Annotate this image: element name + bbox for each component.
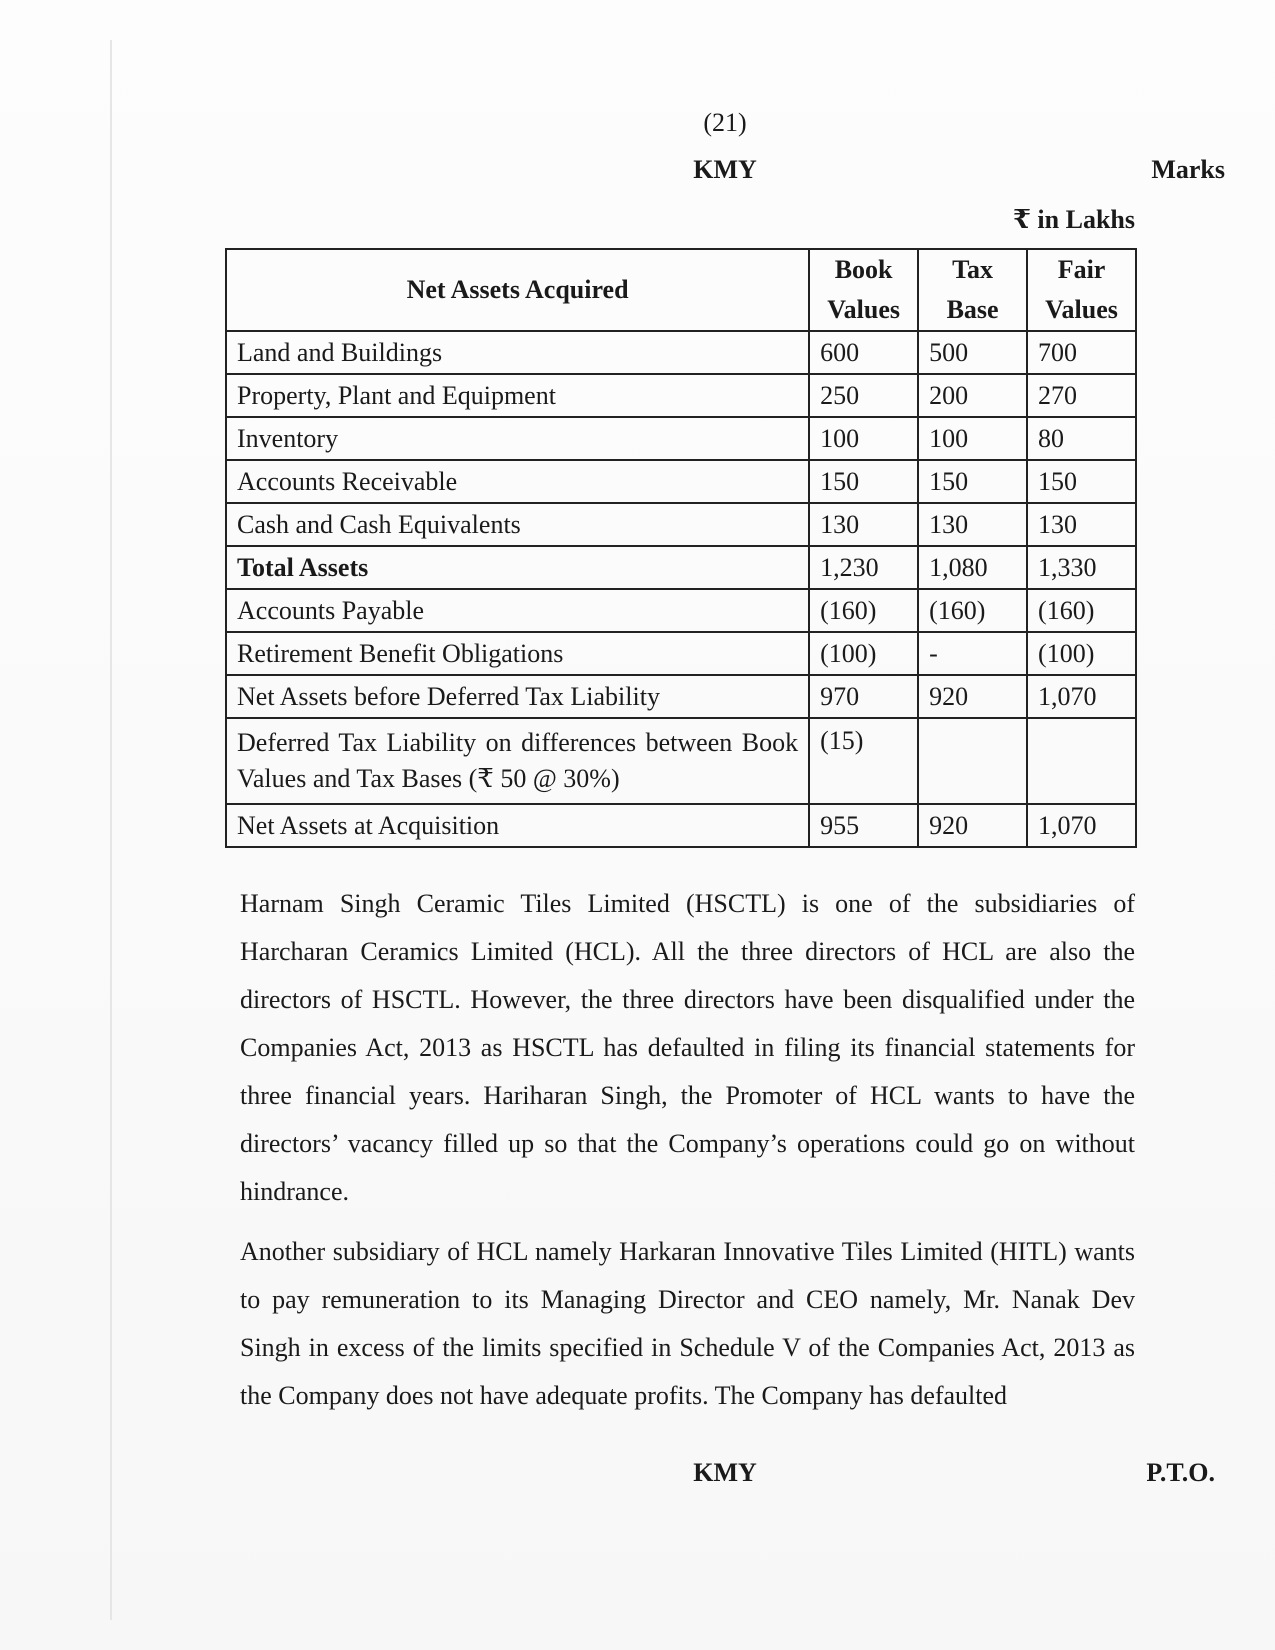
- row-fair-value: 700: [1027, 331, 1136, 374]
- row-label: Deferred Tax Liability on differences between Book Values and Tax Bases (₹ 50 @ 30%): [226, 718, 809, 804]
- footer-paper-code: KMY: [693, 1458, 757, 1487]
- table-row: [226, 503, 1136, 546]
- net-assets-table: [225, 248, 1137, 848]
- row-label: Retirement Benefit Obligations: [226, 632, 809, 675]
- header-book-line2: Values: [827, 295, 900, 324]
- header-book-line1: Book: [834, 255, 893, 284]
- row-fair-value: 80: [1027, 417, 1136, 460]
- row-book-value: 250: [809, 374, 918, 417]
- table-row: [226, 675, 1136, 718]
- scan-binding-shadow: [110, 40, 112, 1620]
- row-tax-base: 100: [918, 417, 1027, 460]
- row-book-value: 100: [809, 417, 918, 460]
- row-fair-value: [1027, 718, 1136, 804]
- header-fair-values: [1027, 249, 1136, 331]
- row-label: Accounts Receivable: [226, 460, 809, 503]
- row-book-value: 600: [809, 331, 918, 374]
- row-label: Total Assets: [226, 546, 809, 589]
- row-tax-base: 200: [918, 374, 1027, 417]
- row-book-value: (100): [809, 632, 918, 675]
- table-row: [226, 417, 1136, 460]
- header-book-values: [809, 249, 918, 331]
- row-fair-value: 270: [1027, 374, 1136, 417]
- row-book-value: 150: [809, 460, 918, 503]
- row-fair-value: (160): [1027, 589, 1136, 632]
- row-label: Property, Plant and Equipment: [226, 374, 809, 417]
- row-book-value: 130: [809, 503, 918, 546]
- row-fair-value: 150: [1027, 460, 1136, 503]
- row-tax-base: 920: [918, 804, 1027, 847]
- table-row: [226, 460, 1136, 503]
- row-fair-value: 1,070: [1027, 804, 1136, 847]
- table-row: [226, 589, 1136, 632]
- header-fair-line1: Fair: [1057, 255, 1106, 284]
- page-number: (21): [703, 108, 747, 137]
- table-row-net-assets-at-acquisition: [226, 804, 1136, 847]
- row-tax-base: [918, 718, 1027, 804]
- row-book-value: 955: [809, 804, 918, 847]
- row-tax-base: -: [918, 632, 1027, 675]
- row-fair-value: 1,070: [1027, 675, 1136, 718]
- row-tax-base: 1,080: [918, 546, 1027, 589]
- row-label: Accounts Payable: [226, 589, 809, 632]
- row-book-value: 1,230: [809, 546, 918, 589]
- header-tax-base: [918, 249, 1027, 331]
- table-header-row: [226, 249, 1136, 331]
- row-book-value: (15): [809, 718, 918, 804]
- row-tax-base: 500: [918, 331, 1027, 374]
- table-row: [226, 331, 1136, 374]
- header-net-assets-acquired: Net Assets Acquired: [226, 249, 809, 331]
- row-label: Inventory: [226, 417, 809, 460]
- paragraph-hsctl: Harnam Singh Ceramic Tiles Limited (HSCTL) is one of the subsidiaries of Harcharan Ceramics Limited (HCL). All the three directors of HCL are also the directors of HSCTL. However, the three directors have been disqualified under the Companies Act, 2013 as HSCTL has defaulted in filing its financial statements for three financial years. Hariharan Singh, the Promoter of HCL wants to have the directors’ vacancy filled up so that the Company’s operations could go on without hindrance.: [240, 889, 1135, 1206]
- footer-pto: P.T.O.: [1146, 1458, 1215, 1487]
- row-label: Net Assets at Acquisition: [226, 804, 809, 847]
- header-fair-line2: Values: [1045, 295, 1118, 324]
- row-fair-value: (100): [1027, 632, 1136, 675]
- row-label: Cash and Cash Equivalents: [226, 503, 809, 546]
- row-fair-value: 1,330: [1027, 546, 1136, 589]
- paragraph-hitl: Another subsidiary of HCL namely Harkaran Innovative Tiles Limited (HITL) wants to pay remuneration to its Managing Director and CEO namely, Mr. Nanak Dev Singh in excess of the limits specified in Schedule V of the Companies Act, 2013 as the Company does not have adequate profits. The Company has defaulted: [240, 1237, 1135, 1410]
- row-tax-base: 130: [918, 503, 1027, 546]
- currency-unit-label: ₹ in Lakhs: [1012, 205, 1135, 234]
- table-row: [226, 374, 1136, 417]
- row-book-value: (160): [809, 589, 918, 632]
- row-book-value: 970: [809, 675, 918, 718]
- row-tax-base: (160): [918, 589, 1027, 632]
- header-marks-label: Marks: [1151, 155, 1225, 184]
- row-tax-base: 150: [918, 460, 1027, 503]
- table-row: [226, 632, 1136, 675]
- table-row-deferred-tax: [226, 718, 1136, 804]
- header-paper-code: KMY: [693, 155, 757, 184]
- row-label: Land and Buildings: [226, 331, 809, 374]
- header-tax-line1: Tax: [952, 255, 994, 284]
- row-label: Net Assets before Deferred Tax Liability: [226, 675, 809, 718]
- header-tax-line2: Base: [946, 295, 999, 324]
- row-tax-base: 920: [918, 675, 1027, 718]
- row-fair-value: 130: [1027, 503, 1136, 546]
- table-row-total-assets: [226, 546, 1136, 589]
